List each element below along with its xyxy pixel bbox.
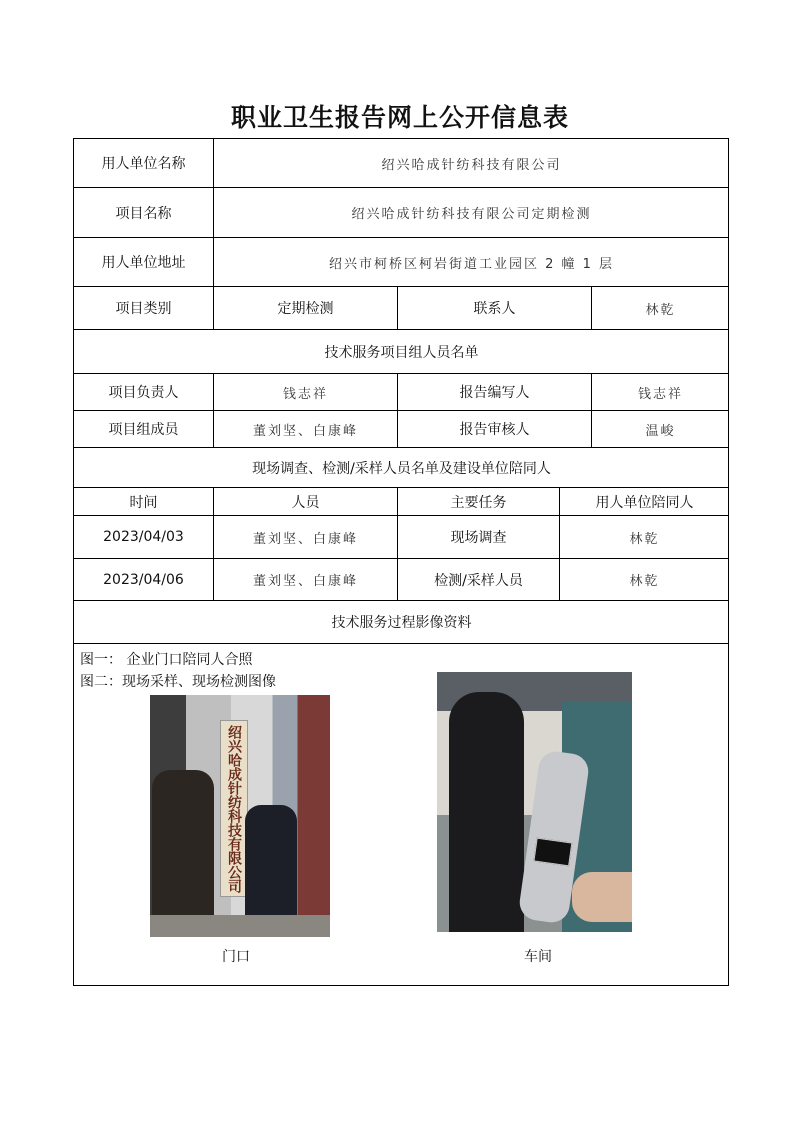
contact-value: 林乾 (591, 286, 729, 329)
figure1-label: 图一： 企业门口陪同人合照 (80, 652, 253, 668)
row2-escort: 林乾 (559, 558, 729, 600)
row2-staff: 董刘坚、白康峰 (213, 558, 397, 600)
col-escort: 用人单位陪同人 (559, 487, 729, 515)
writer-label: 报告编写人 (397, 373, 591, 410)
caption-workshop: 车间 (524, 949, 552, 965)
figure2-label: 图二：现场采样、现场检测图像 (80, 674, 276, 690)
members-label: 项目组成员 (73, 410, 213, 447)
survey-header: 现场调查、检测/采样人员名单及建设单位陪同人 (73, 447, 729, 487)
row1-date: 2023/04/03 (73, 515, 213, 558)
members-value: 董刘坚、白康峰 (213, 410, 397, 447)
col-staff: 人员 (213, 487, 397, 515)
row2-task: 检测/采样人员 (397, 558, 559, 600)
col-date: 时间 (73, 487, 213, 515)
employer-name-label: 用人单位名称 (73, 138, 213, 187)
employer-address-label: 用人单位地址 (73, 237, 213, 286)
row1-staff: 董刘坚、白康峰 (213, 515, 397, 558)
project-name-label: 项目名称 (73, 187, 213, 237)
col-task: 主要任务 (397, 487, 559, 515)
company-sign: 绍兴哈成针纺科技有限公司 (220, 720, 248, 897)
contact-label: 联系人 (397, 286, 591, 329)
team-header: 技术服务项目组人员名单 (73, 329, 729, 373)
project-type-value: 定期检测 (213, 286, 397, 329)
photo-workshop (437, 672, 632, 932)
project-type-label: 项目类别 (73, 286, 213, 329)
row1-escort: 林乾 (559, 515, 729, 558)
employer-address-value: 绍兴市柯桥区柯岩街道工业园区 2 幢 1 层 (213, 237, 729, 286)
reviewer-value: 温峻 (591, 410, 729, 447)
leader-label: 项目负责人 (73, 373, 213, 410)
row2-date: 2023/04/06 (73, 558, 213, 600)
leader-value: 钱志祥 (213, 373, 397, 410)
row1-task: 现场调查 (397, 515, 559, 558)
page-title: 职业卫生报告网上公开信息表 (230, 103, 569, 132)
writer-value: 钱志祥 (591, 373, 729, 410)
images-header: 技术服务过程影像资料 (73, 600, 729, 643)
person-left (152, 770, 214, 935)
photo-entrance (150, 695, 330, 937)
employer-name-value: 绍兴哈成针纺科技有限公司 (213, 138, 729, 187)
reviewer-label: 报告审核人 (397, 410, 591, 447)
project-name-value: 绍兴哈成针纺科技有限公司定期检测 (213, 187, 729, 237)
caption-entrance: 门口 (222, 949, 250, 965)
worker (449, 692, 524, 932)
